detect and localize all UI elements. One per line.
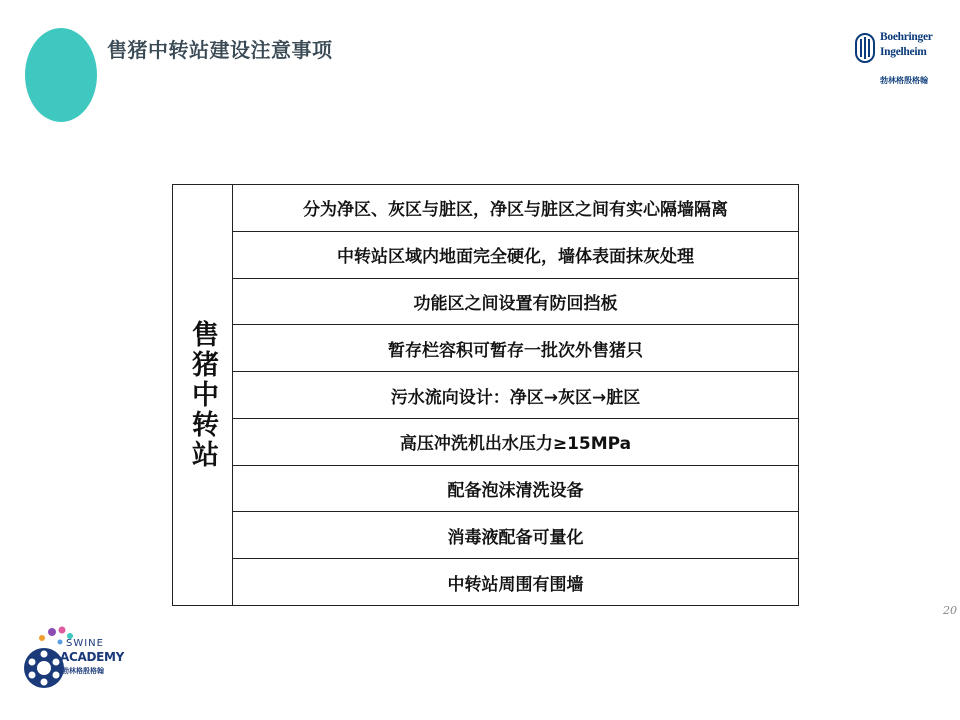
table-row: 暂存栏容积可暂存一批次外售猪只 bbox=[233, 325, 798, 372]
table-rows bbox=[233, 185, 798, 605]
brand-name-line1: Boehringer bbox=[880, 31, 933, 43]
academy-line2: ACADEMY bbox=[60, 650, 125, 664]
brand-name-line2: Ingelheim bbox=[880, 46, 927, 58]
boehringer-emblem-icon bbox=[852, 32, 878, 64]
academy-line3: 勃林格殷格翰 bbox=[62, 667, 104, 675]
side-label: 售猪中转站 bbox=[187, 320, 218, 470]
page-number: 20 bbox=[943, 604, 957, 617]
table-row: 污水流向设计：净区→灰区→脏区 bbox=[233, 372, 798, 419]
decorative-circle bbox=[25, 28, 97, 122]
table-row: 消毒液配备可量化 bbox=[233, 512, 798, 559]
swine-academy-logo bbox=[20, 612, 125, 704]
table-row: 高压冲洗机出水压力≥15MPa bbox=[233, 419, 798, 466]
table-row: 中转站区域内地面完全硬化，墙体表面抹灰处理 bbox=[233, 232, 798, 279]
table-row: 分为净区、灰区与脏区，净区与脏区之间有实心隔墙隔离 bbox=[233, 185, 798, 232]
table-row: 中转站周围有围墙 bbox=[447, 574, 584, 595]
academy-line1: SWINE bbox=[66, 638, 104, 649]
side-column bbox=[173, 185, 233, 605]
slide-title: 售猪中转站建设注意事项 bbox=[107, 38, 333, 62]
brand-name-cn: 勃林格殷格翰 bbox=[880, 76, 928, 85]
requirements-table bbox=[172, 184, 799, 606]
boehringer-logo bbox=[852, 30, 944, 90]
table-row: 功能区之间设置有防回挡板 bbox=[233, 279, 798, 326]
table-row: 配备泡沫清洗设备 bbox=[233, 466, 798, 513]
